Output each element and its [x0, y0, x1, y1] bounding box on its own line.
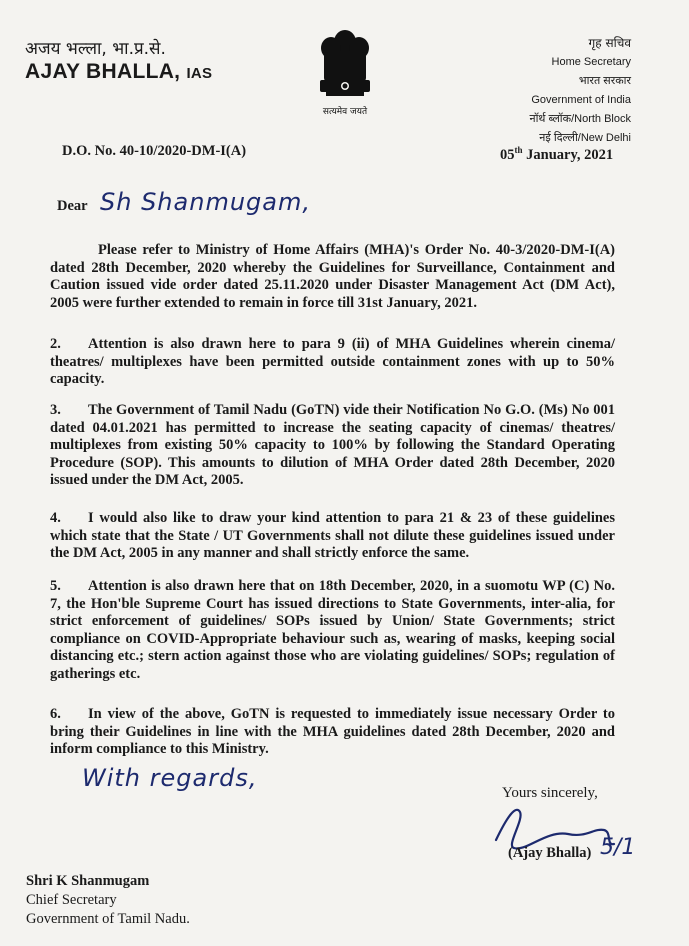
sender-name: AJAY BHALLA,: [25, 60, 181, 83]
city-line: नई दिल्ली/New Delhi: [539, 132, 631, 144]
block-line: नॉर्थ ब्लॉक/North Block: [529, 113, 631, 125]
paragraph-text: In view of the above, GoTN is requested to immediately issue necessary Order to bring their Guidelines in line with the MHA guidelines dated 28th December, 2020 and inform compliance to this Ministry.: [50, 706, 615, 757]
paragraph-1: Please refer to Ministry of Home Affairs (MHA)'s Order No. 40-3/2020-DM-I(A) dated 28th December, 2020 whereby the Guidelines for Surveillance, Containment and Caution issued vide order dated 25.11.2020 under Disaster Management Act (DM Act), 2005 were further extended to remain in force till 31st January, 2021.: [50, 242, 615, 311]
do-number: D.O. No. 40-10/2020-DM-I(A): [62, 143, 247, 159]
handwritten-date: 5/1: [600, 835, 636, 860]
paragraph-3: [50, 402, 615, 490]
paragraph-text: The Government of Tamil Nadu (GoTN) vide their Notification No G.O. (Ms) No 001 dated 04.01.2021 has permitted to increase the seating capacity of cinemas/ theatres/ multiplexes from existing 50% capacity to 100% by following the Standard Operating Procedure (SOP). This amounts to dilution of MHA Order dated 28th December, 2020 issued under the DM Act, 2005.: [50, 402, 615, 488]
addressee-org: Government of Tamil Nadu.: [26, 911, 190, 927]
designation-english: Home Secretary: [551, 56, 631, 68]
paragraph-number: 5.: [50, 578, 61, 594]
paragraph-text: Attention is also drawn here to para 9 (ii) of MHA Guidelines wherein cinema/ theatres/ multiplexes have been permitted outside containment zones with up to 50% capacity.: [50, 336, 615, 387]
addressee-block: [26, 872, 190, 929]
office-address: [491, 34, 631, 148]
signatory-name: (Ajay Bhalla): [508, 845, 592, 861]
handwritten-addressee: Sh Shanmugam,: [100, 188, 311, 216]
paragraph-number: 6.: [50, 706, 61, 722]
paragraph-number: 3.: [50, 402, 61, 418]
salutation-dear: Dear: [57, 198, 88, 214]
paragraph-6: [50, 706, 615, 759]
letter-date: 05th January, 2021: [500, 145, 614, 163]
paragraph-5: [50, 578, 615, 683]
handwritten-regards: With regards,: [82, 764, 258, 792]
paragraph-4: [50, 510, 615, 563]
sender-name-hindi: अजय भल्ला, भा.प्र.से.: [25, 39, 166, 59]
yours-sincerely: Yours sincerely,: [502, 785, 598, 801]
paragraph-text: I would also like to draw your kind attention to para 21 & 23 of these guidelines which state that the State / UT Governments shall not dilute these guidelines issued under the DM Act, 2005 in any manner and shall strictly enforce the same.: [50, 510, 615, 561]
addressee-title: Chief Secretary: [26, 892, 117, 908]
paragraph-number: 4.: [50, 510, 61, 526]
emblem-caption: सत्यमेव जयते: [322, 107, 368, 117]
designation-hindi: गृह सचिव: [588, 36, 631, 50]
sender-service: IAS: [186, 65, 213, 82]
addressee-name: Shri K Shanmugam: [26, 873, 150, 889]
govt-english: Government of India: [531, 94, 631, 106]
paragraph-text: Attention is also drawn here that on 18th December, 2020, in a suomotu WP (C) No. 7, the Hon'ble Supreme Court has issued directions to State Governments, inter-alia, for strict enforcement of guidelines/ SOPs issued by Union/ State Governments; strict compliance on COVID-Appropriate behaviour such as, wearing of masks, keeping social distancing etc.; stern action against those who are violating guidelines/ SOPs; regulation of gatherings etc.: [50, 578, 615, 682]
national-emblem-icon: [306, 22, 384, 122]
paragraph-2: [50, 336, 615, 389]
paragraph-number: 2.: [50, 336, 61, 352]
govt-hindi: भारत सरकार: [578, 75, 631, 87]
sender-name-english: [25, 60, 212, 84]
